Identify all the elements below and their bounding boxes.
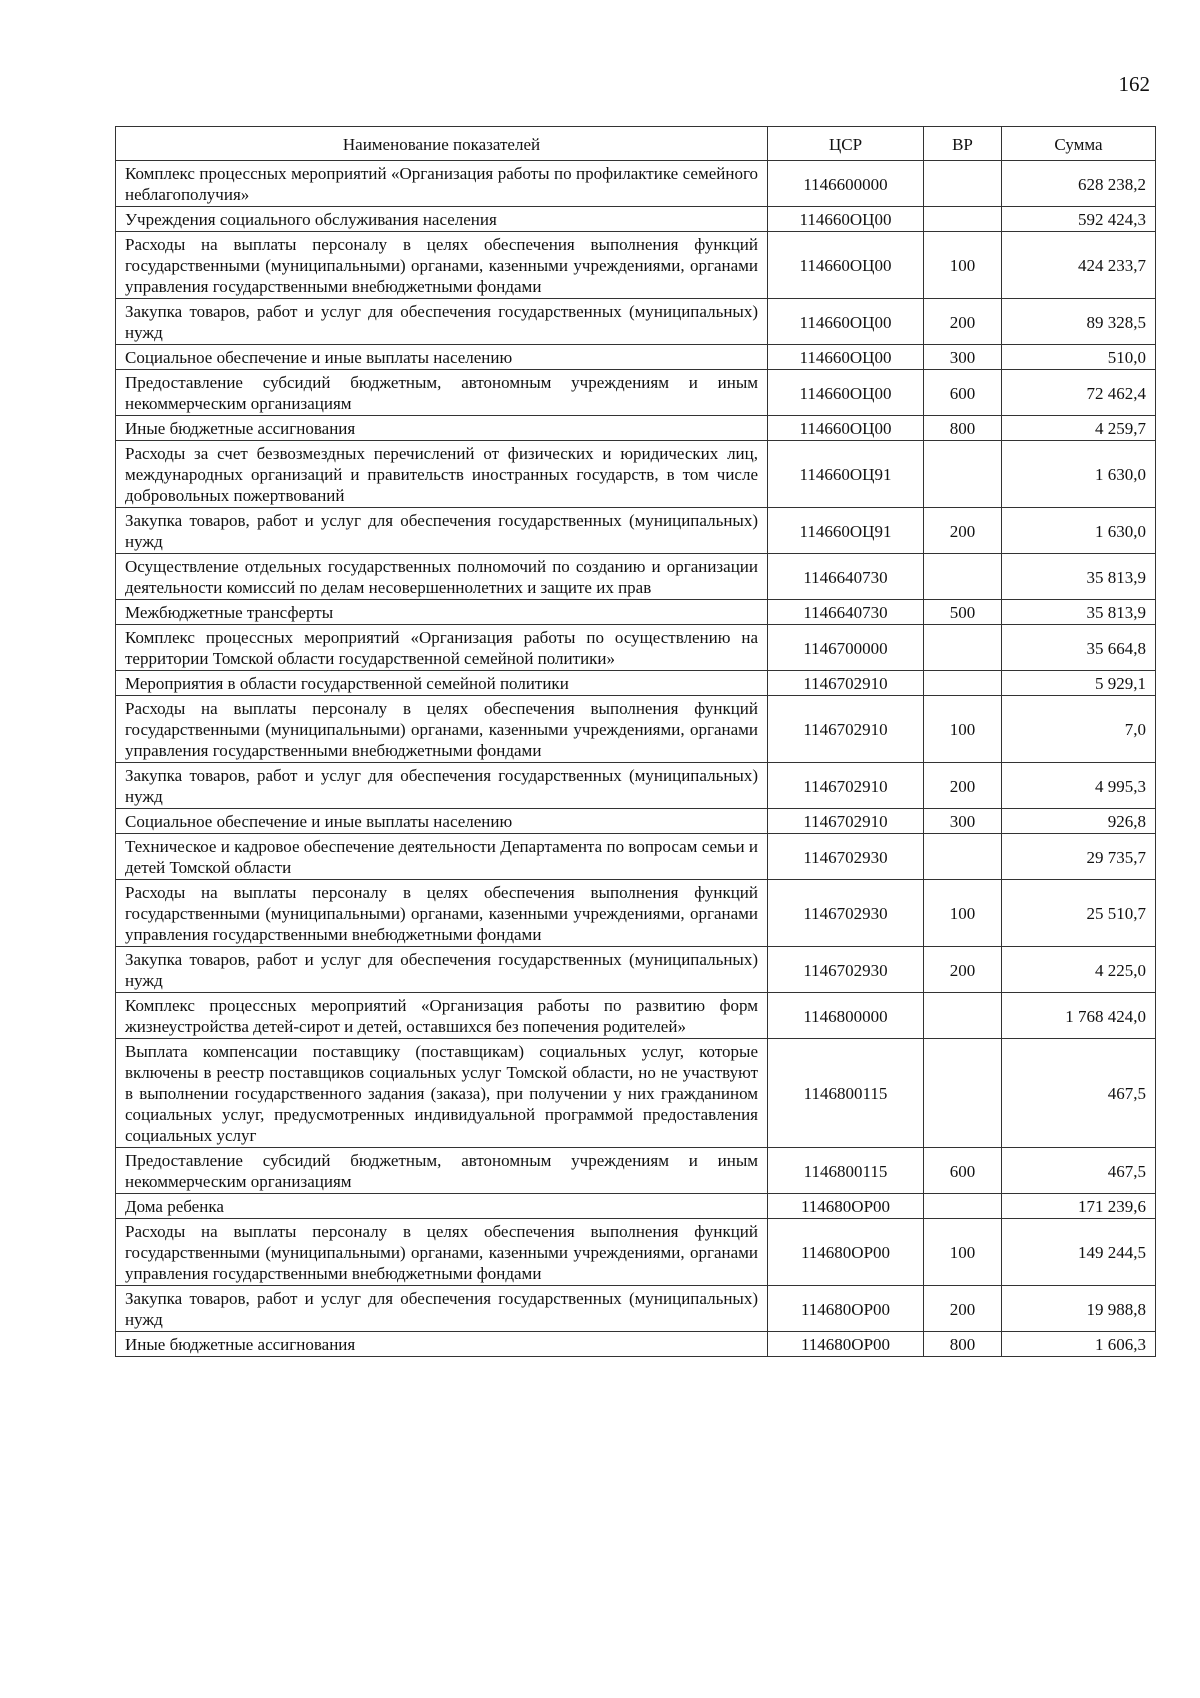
cell-name: Закупка товаров, работ и услуг для обеспечения государственных (муниципальных) нужд bbox=[116, 947, 768, 993]
cell-name: Расходы на выплаты персоналу в целях обеспечения выполнения функций государственными (муниципальными) органами, казенными учреждениями, органами управления государственными внебюджетными фондами bbox=[116, 880, 768, 947]
cell-sum: 7,0 bbox=[1002, 696, 1156, 763]
budget-table bbox=[115, 126, 1156, 1357]
cell-name: Мероприятия в области государственной семейной политики bbox=[116, 671, 768, 696]
cell-vr bbox=[924, 207, 1002, 232]
cell-csr: 114680ОР00 bbox=[768, 1332, 924, 1357]
cell-csr: 1146800115 bbox=[768, 1039, 924, 1148]
table-row bbox=[116, 207, 1156, 232]
cell-vr: 100 bbox=[924, 880, 1002, 947]
cell-csr: 1146600000 bbox=[768, 161, 924, 207]
cell-vr: 200 bbox=[924, 763, 1002, 809]
table-row bbox=[116, 299, 1156, 345]
cell-name: Учреждения социального обслуживания населения bbox=[116, 207, 768, 232]
cell-name: Техническое и кадровое обеспечение деятельности Департамента по вопросам семьи и детей Томской области bbox=[116, 834, 768, 880]
cell-vr bbox=[924, 834, 1002, 880]
cell-name: Комплекс процессных мероприятий «Организация работы по профилактике семейного неблагополучия» bbox=[116, 161, 768, 207]
cell-sum: 89 328,5 bbox=[1002, 299, 1156, 345]
cell-vr bbox=[924, 993, 1002, 1039]
header-name: Наименование показателей bbox=[116, 127, 768, 161]
header-sum: Сумма bbox=[1002, 127, 1156, 161]
cell-sum: 4 995,3 bbox=[1002, 763, 1156, 809]
table-row bbox=[116, 345, 1156, 370]
cell-csr: 114660ОЦ91 bbox=[768, 508, 924, 554]
cell-vr: 300 bbox=[924, 809, 1002, 834]
cell-csr: 1146702930 bbox=[768, 947, 924, 993]
cell-csr: 1146640730 bbox=[768, 600, 924, 625]
cell-csr: 114680ОР00 bbox=[768, 1286, 924, 1332]
cell-name: Закупка товаров, работ и услуг для обеспечения государственных (муниципальных) нужд bbox=[116, 508, 768, 554]
cell-vr: 800 bbox=[924, 416, 1002, 441]
cell-vr bbox=[924, 1194, 1002, 1219]
cell-csr: 1146702930 bbox=[768, 880, 924, 947]
table-row bbox=[116, 1194, 1156, 1219]
cell-name: Расходы за счет безвозмездных перечислений от физических и юридических лиц, международных организаций и правительств иностранных государств, в том числе добровольных пожертвований bbox=[116, 441, 768, 508]
cell-sum: 628 238,2 bbox=[1002, 161, 1156, 207]
table-row bbox=[116, 947, 1156, 993]
cell-sum: 5 929,1 bbox=[1002, 671, 1156, 696]
header-row bbox=[116, 127, 1156, 161]
cell-vr: 800 bbox=[924, 1332, 1002, 1357]
cell-name: Расходы на выплаты персоналу в целях обеспечения выполнения функций государственными (муниципальными) органами, казенными учреждениями, органами управления государственными внебюджетными фондами bbox=[116, 1219, 768, 1286]
table-row bbox=[116, 671, 1156, 696]
table-row bbox=[116, 625, 1156, 671]
cell-sum: 19 988,8 bbox=[1002, 1286, 1156, 1332]
cell-csr: 1146702910 bbox=[768, 671, 924, 696]
cell-name: Иные бюджетные ассигнования bbox=[116, 416, 768, 441]
page-number: 162 bbox=[1118, 72, 1150, 96]
cell-sum: 35 813,9 bbox=[1002, 554, 1156, 600]
cell-csr: 1146800000 bbox=[768, 993, 924, 1039]
table-row bbox=[116, 600, 1156, 625]
table-header bbox=[116, 127, 1156, 161]
table-row bbox=[116, 508, 1156, 554]
table-row bbox=[116, 696, 1156, 763]
cell-sum: 1 630,0 bbox=[1002, 508, 1156, 554]
cell-sum: 4 259,7 bbox=[1002, 416, 1156, 441]
cell-vr bbox=[924, 554, 1002, 600]
cell-csr: 1146702910 bbox=[768, 763, 924, 809]
table-row bbox=[116, 232, 1156, 299]
table-row bbox=[116, 834, 1156, 880]
cell-name: Социальное обеспечение и иные выплаты населению bbox=[116, 345, 768, 370]
cell-sum: 4 225,0 bbox=[1002, 947, 1156, 993]
cell-csr: 114660ОЦ00 bbox=[768, 345, 924, 370]
cell-vr bbox=[924, 161, 1002, 207]
table-row bbox=[116, 880, 1156, 947]
cell-vr: 600 bbox=[924, 1148, 1002, 1194]
table-body bbox=[116, 161, 1156, 1357]
table-row bbox=[116, 1219, 1156, 1286]
cell-name: Дома ребенка bbox=[116, 1194, 768, 1219]
cell-name: Осуществление отдельных государственных полномочий по созданию и организации деятельности комиссий по делам несовершеннолетних и защите их прав bbox=[116, 554, 768, 600]
cell-csr: 1146702910 bbox=[768, 696, 924, 763]
cell-vr: 200 bbox=[924, 299, 1002, 345]
cell-sum: 510,0 bbox=[1002, 345, 1156, 370]
table-row bbox=[116, 1039, 1156, 1148]
cell-csr: 114660ОЦ00 bbox=[768, 232, 924, 299]
cell-sum: 25 510,7 bbox=[1002, 880, 1156, 947]
cell-vr bbox=[924, 625, 1002, 671]
cell-sum: 149 244,5 bbox=[1002, 1219, 1156, 1286]
table-row bbox=[116, 1332, 1156, 1357]
cell-sum: 35 664,8 bbox=[1002, 625, 1156, 671]
cell-vr: 100 bbox=[924, 232, 1002, 299]
cell-sum: 35 813,9 bbox=[1002, 600, 1156, 625]
cell-name: Иные бюджетные ассигнования bbox=[116, 1332, 768, 1357]
table-row bbox=[116, 809, 1156, 834]
cell-vr: 200 bbox=[924, 1286, 1002, 1332]
cell-name: Выплата компенсации поставщику (поставщикам) социальных услуг, которые включены в реестр поставщиков социальных услуг Томской области, но не участвуют в выполнении государственного задания (заказа), при получении у них гражданином социальных услуг, предусмотренных индивидуальной программой предоставления социальных услуг bbox=[116, 1039, 768, 1148]
cell-sum: 171 239,6 bbox=[1002, 1194, 1156, 1219]
cell-csr: 114660ОЦ00 bbox=[768, 299, 924, 345]
cell-vr: 100 bbox=[924, 1219, 1002, 1286]
table-row bbox=[116, 1286, 1156, 1332]
cell-sum: 424 233,7 bbox=[1002, 232, 1156, 299]
cell-name: Предоставление субсидий бюджетным, автономным учреждениям и иным некоммерческим организациям bbox=[116, 370, 768, 416]
cell-sum: 1 768 424,0 bbox=[1002, 993, 1156, 1039]
cell-csr: 1146702910 bbox=[768, 809, 924, 834]
header-vr: ВР bbox=[924, 127, 1002, 161]
cell-name: Закупка товаров, работ и услуг для обеспечения государственных (муниципальных) нужд bbox=[116, 763, 768, 809]
table-row bbox=[116, 1148, 1156, 1194]
cell-sum: 1 630,0 bbox=[1002, 441, 1156, 508]
cell-sum: 29 735,7 bbox=[1002, 834, 1156, 880]
cell-vr: 200 bbox=[924, 947, 1002, 993]
cell-csr: 114660ОЦ00 bbox=[768, 416, 924, 441]
cell-vr: 300 bbox=[924, 345, 1002, 370]
cell-name: Закупка товаров, работ и услуг для обеспечения государственных (муниципальных) нужд bbox=[116, 1286, 768, 1332]
cell-sum: 467,5 bbox=[1002, 1148, 1156, 1194]
cell-sum: 926,8 bbox=[1002, 809, 1156, 834]
cell-vr bbox=[924, 671, 1002, 696]
cell-vr: 100 bbox=[924, 696, 1002, 763]
cell-sum: 1 606,3 bbox=[1002, 1332, 1156, 1357]
table-row bbox=[116, 554, 1156, 600]
cell-sum: 592 424,3 bbox=[1002, 207, 1156, 232]
cell-name: Комплекс процессных мероприятий «Организация работы по осуществлению на территории Томской области государственной семейной политики» bbox=[116, 625, 768, 671]
cell-csr: 1146640730 bbox=[768, 554, 924, 600]
cell-vr: 500 bbox=[924, 600, 1002, 625]
cell-csr: 1146702930 bbox=[768, 834, 924, 880]
cell-vr bbox=[924, 441, 1002, 508]
cell-sum: 72 462,4 bbox=[1002, 370, 1156, 416]
cell-csr: 114680ОР00 bbox=[768, 1194, 924, 1219]
cell-name: Социальное обеспечение и иные выплаты населению bbox=[116, 809, 768, 834]
cell-name: Расходы на выплаты персоналу в целях обеспечения выполнения функций государственными (муниципальными) органами, казенными учреждениями, органами управления государственными внебюджетными фондами bbox=[116, 232, 768, 299]
cell-csr: 114660ОЦ00 bbox=[768, 207, 924, 232]
cell-name: Предоставление субсидий бюджетным, автономным учреждениям и иным некоммерческим организациям bbox=[116, 1148, 768, 1194]
cell-name: Расходы на выплаты персоналу в целях обеспечения выполнения функций государственными (муниципальными) органами, казенными учреждениями, органами управления государственными внебюджетными фондами bbox=[116, 696, 768, 763]
cell-vr bbox=[924, 1039, 1002, 1148]
table-row bbox=[116, 416, 1156, 441]
table-row bbox=[116, 161, 1156, 207]
cell-vr: 200 bbox=[924, 508, 1002, 554]
cell-csr: 1146700000 bbox=[768, 625, 924, 671]
header-csr: ЦСР bbox=[768, 127, 924, 161]
cell-name: Закупка товаров, работ и услуг для обеспечения государственных (муниципальных) нужд bbox=[116, 299, 768, 345]
table-row bbox=[116, 370, 1156, 416]
cell-name: Комплекс процессных мероприятий «Организация работы по развитию форм жизнеустройства детей-сирот и детей, оставшихся без попечения родителей» bbox=[116, 993, 768, 1039]
table-row bbox=[116, 763, 1156, 809]
table-row bbox=[116, 993, 1156, 1039]
cell-vr: 600 bbox=[924, 370, 1002, 416]
cell-csr: 114660ОЦ00 bbox=[768, 370, 924, 416]
cell-csr: 1146800115 bbox=[768, 1148, 924, 1194]
cell-name: Межбюджетные трансферты bbox=[116, 600, 768, 625]
table-row bbox=[116, 441, 1156, 508]
cell-csr: 114660ОЦ91 bbox=[768, 441, 924, 508]
cell-sum: 467,5 bbox=[1002, 1039, 1156, 1148]
cell-csr: 114680ОР00 bbox=[768, 1219, 924, 1286]
